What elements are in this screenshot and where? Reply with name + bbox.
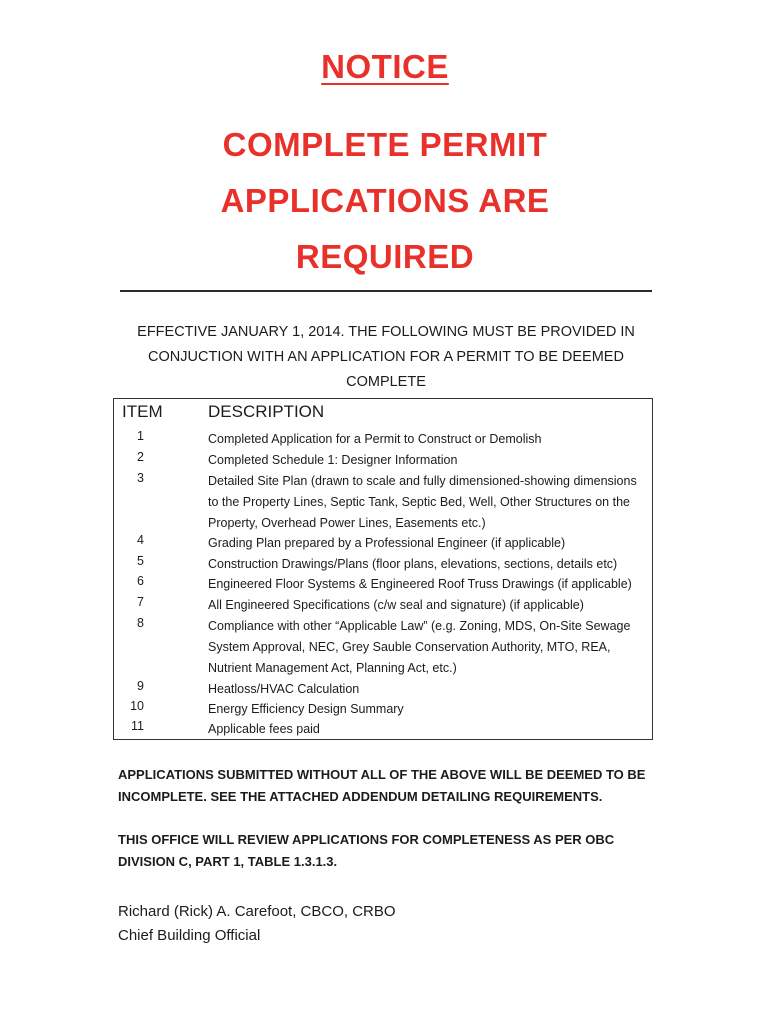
- item-description: All Engineered Specifications (c/w seal and signature) (if applicable): [208, 598, 584, 612]
- item-number: 5: [137, 554, 144, 568]
- incomplete-notice: APPLICATIONS SUBMITTED WITHOUT ALL OF THE ABOVE WILL BE DEEMED TO BE INCOMPLETE. SEE THE ATTACHED ADDENDUM DETAILING REQUIREMENTS.: [118, 767, 646, 804]
- column-header-item: ITEM: [122, 402, 163, 421]
- title-line-1: COMPLETE PERMIT: [222, 126, 548, 163]
- item-description: Grading Plan prepared by a Professional Engineer (if applicable): [208, 536, 566, 550]
- signatory-name: Richard (Rick) A. Carefoot, CBCO, CRBO: [118, 903, 396, 920]
- item-number: 3: [137, 471, 144, 485]
- item-number: 1: [137, 429, 144, 443]
- item-description: Applicable fees paid: [208, 722, 320, 736]
- item-number: 4: [137, 533, 144, 547]
- signatory-title: Chief Building Official: [118, 927, 261, 944]
- item-description: Engineered Floor Systems & Engineered Roof Truss Drawings (if applicable): [208, 577, 632, 591]
- review-notice: THIS OFFICE WILL REVIEW APPLICATIONS FOR COMPLETENESS AS PER OBC DIVISION C, PART 1, TABLE 1.3.1.3.: [118, 832, 615, 869]
- requirements-table: [113, 398, 653, 740]
- item-number: 11: [131, 719, 144, 733]
- title-line-3: REQUIRED: [295, 238, 475, 275]
- divider-rule: [120, 290, 652, 292]
- item-description: Energy Efficiency Design Summary: [208, 702, 404, 716]
- item-description: Completed Application for a Permit to Construct or Demolish: [208, 432, 542, 446]
- item-description: Construction Drawings/Plans (floor plans, elevations, sections, details etc): [208, 557, 618, 571]
- item-number: 6: [137, 574, 144, 588]
- item-number: 8: [137, 616, 144, 630]
- item-description: Heatloss/HVAC Calculation: [208, 682, 360, 696]
- item-number: 10: [130, 699, 144, 713]
- item-number: 2: [137, 450, 144, 464]
- notice-heading: NOTICE: [321, 48, 449, 85]
- column-header-description: DESCRIPTION: [208, 402, 325, 421]
- item-number: 9: [137, 679, 144, 693]
- title-line-2: APPLICATIONS ARE: [220, 182, 550, 219]
- item-number: 7: [137, 595, 144, 609]
- effective-statement: EFFECTIVE JANUARY 1, 2014. THE FOLLOWING MUST BE PROVIDED IN CONJUCTION WITH AN APPLICATION FOR A PERMIT TO BE DEEMED COMPLETE: [137, 324, 635, 390]
- item-description: Detailed Site Plan (drawn to scale and fully dimensioned-showing dimensions to the Property Lines, Septic Tank, Septic Bed, Well, Other Structures on the Property, Overhead Power Lines, Easements etc.): [208, 474, 637, 530]
- item-description: Completed Schedule 1: Designer Information: [208, 453, 458, 467]
- item-description: Compliance with other “Applicable Law” (e.g. Zoning, MDS, On-Site Sewage System Approval, NEC, Grey Sauble Conservation Authority, MTO, REA, Nutrient Management Act, Planning Act, etc.): [208, 619, 631, 675]
